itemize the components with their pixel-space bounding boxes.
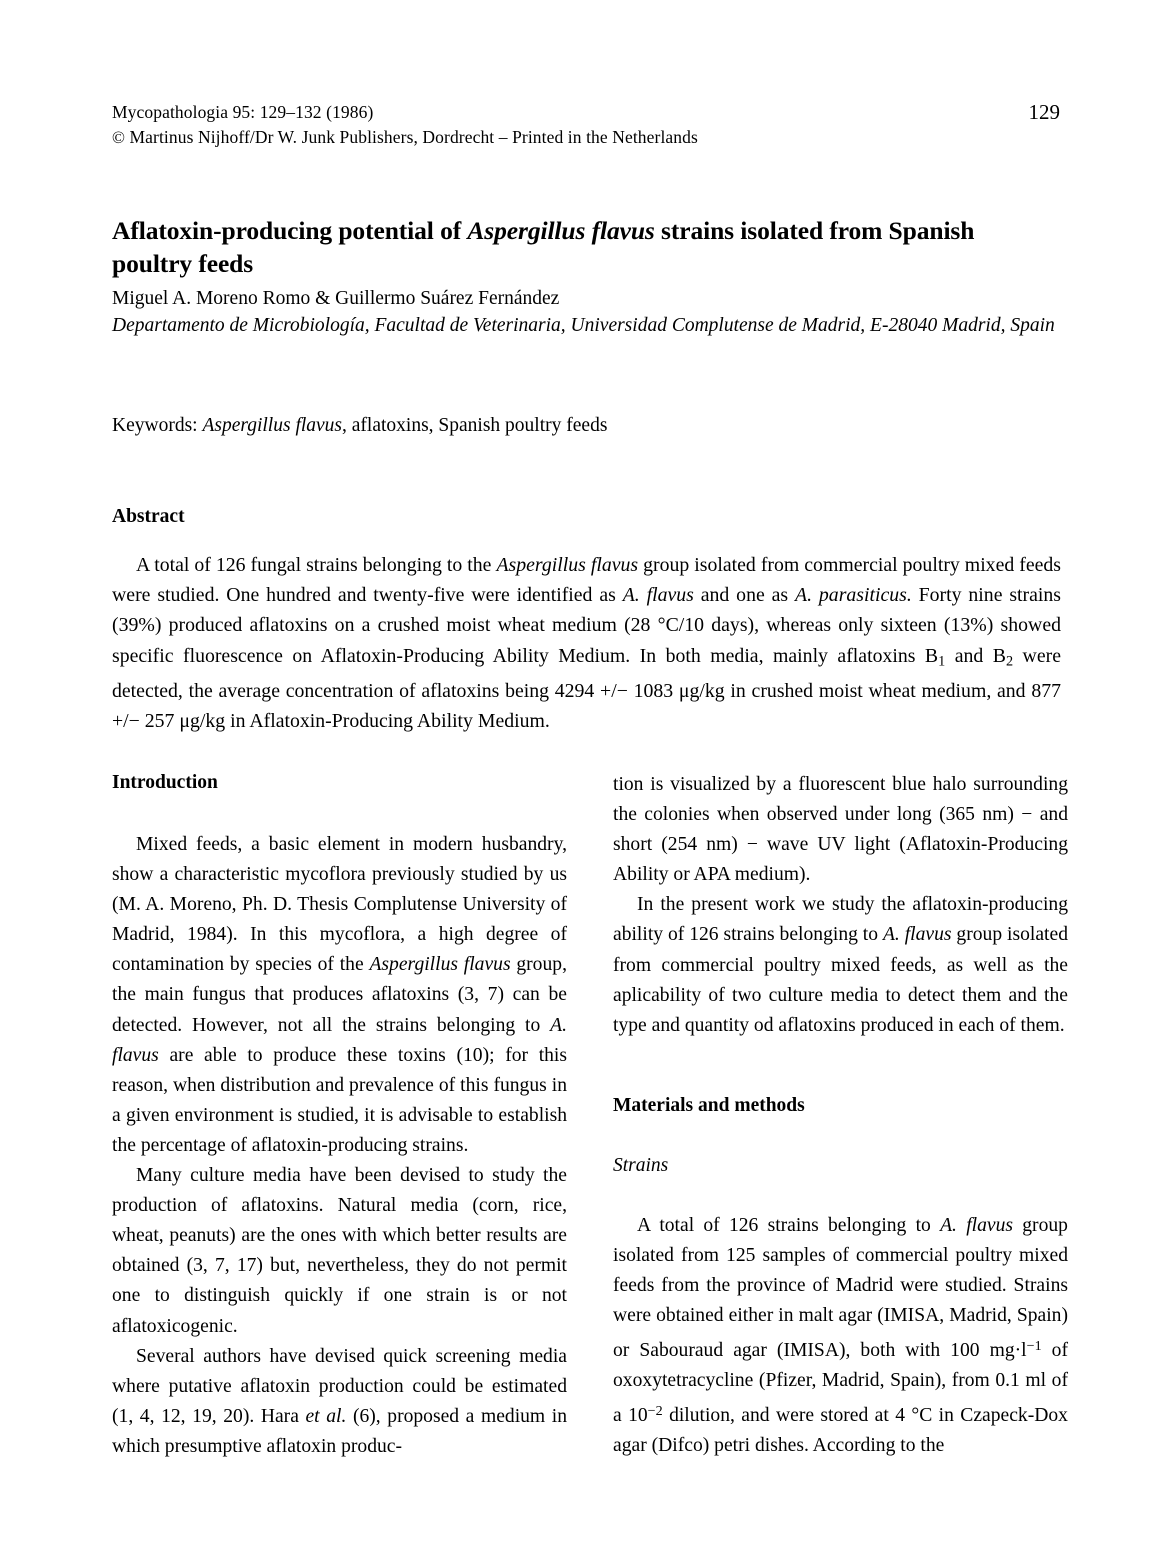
journal-citation-line: Mycopathologia 95: 129–132 (1986) [112,102,374,122]
right-p2-seg-2: group isolated from commercial poultry mixed feeds, as well as the aplicability of two culture media to detect them and the type and quantity od aflatoxins produced in each of them. [613,924,1068,1036]
intro-p1-species-1: Aspergillus flavus [369,954,511,976]
page-number: 129 [1028,100,1060,124]
paragraph-right-2 [613,890,1068,1040]
paragraph-strains-1 [613,1211,1068,1462]
right-p2-seg-1: In the present work we study the aflatoxin-producing ability of 126 strains belonging to [613,894,1068,946]
abstract-seg-2: group isolated from commercial poultry mixed feeds were studied. One hundred and twenty-five were identified as [112,554,1061,607]
title-part-1: Aflatoxin-producing potential of [112,216,468,246]
intro-p3-seg-1: Several authors have devised quick screening media where putative aflatoxin production could be estimated (1, 4, 12, 19, 20). Hara [112,1345,567,1427]
abstract-seg-3: and one as [693,584,795,607]
abstract-seg-6: were detected, the average concentration of aflatoxins being 4294 +/− 1083 μg/kg in crushed moist wheat medium, and 877 +/− 257 μg/kg in Aflatoxin-Producing Ability Medium. [112,644,1061,733]
intro-p3-seg-2: (6), proposed a medium in which presumptive aflatoxin produc- [112,1405,567,1457]
subsection-heading-strains: Strains [613,1154,669,1176]
keywords-label: Keywords: [112,415,203,436]
right-p2-species-1: A. flavus [882,924,952,946]
right-column [613,770,1068,1461]
article-title [112,214,1012,280]
copyright-text: Martinus Nijhoff/Dr W. Junk Publishers, Dordrecht – Printed in the Netherlands [125,127,698,147]
abstract-text [112,550,1061,736]
abstract-seg-1: A total of 126 fungal strains belonging to the [136,554,497,576]
keywords-line [112,412,1042,439]
intro-p1-seg-1: Mixed feeds, a basic element in modern husbandry, show a characteristic mycoflora previously studied by us (M. A. Moreno, Ph. D. Thesis Complutense University of Madrid, 1984). In this mycoflora, a high degree of contamination by species of the [112,834,567,976]
strains-seg-3: of oxoxytetracycline (Pfizer, Madrid, Spain), from 0.1 ml of a 10 [613,1340,1068,1427]
paragraph-intro-3 [112,1342,567,1462]
paragraph-intro-1 [112,830,567,1161]
aflatoxin-b2-subscript: 2 [1005,652,1014,669]
paragraph-right-1: tion is visualized by a fluorescent blue halo surrounding the colonies when observed under long (365 nm) − and short (254 nm) − wave UV light (Aflatoxin-Producing Ability or APA medium). [613,774,1068,886]
section-heading-introduction: Introduction [112,772,218,793]
strains-seg-2: group isolated from 125 samples of commercial poultry mixed feeds from the province of Madrid were studied. Strains were obtained either in malt agar (IMISA, Madrid, Spain) or Sabouraud agar (IMISA), both with 100 mg·l [613,1214,1068,1362]
title-part-2: strains isolated from Spanish poultry feeds [112,216,975,279]
section-heading-materials-and-methods: Materials and methods [613,1094,805,1116]
strains-species-1: A. flavus [940,1214,1014,1236]
keywords-rest: , aflatoxins, Spanish poultry feeds [342,415,608,436]
copyright-line [112,125,1060,150]
abstract-heading: Abstract [112,506,185,527]
strains-seg-1: A total of 126 strains belonging to [637,1214,941,1236]
abstract-species-1: Aspergillus flavus [496,554,639,576]
abstract-species-2: A. flavus [622,584,694,607]
abstract-seg-4: Forty nine strains (39%) produced aflatoxins on a crushed moist wheat medium (28 °C/10 days), whereas only sixteen (13%) showed specific fluorescence on Aflatoxin-Producing Ability Medium. In both media, mainly aflatoxins B [112,584,1061,667]
paragraph-intro-2: Many culture media have been devised to study the production of aflatoxins. Natural media (corn, rice, wheat, peanuts) are the ones with which better results are obtained (3, 7, 17) but, nevertheless, they do not permit one to distinguish quickly if one strain is or not aflatoxicogenic. [112,1165,567,1337]
strains-seg-4: dilution, and were stored at 4 °C in Czapeck-Dox agar (Difco) petri dishes. According to the [613,1405,1068,1457]
concentration-exponent: −1 [1026,1338,1042,1355]
intro-p1-species-2: A. flavus [112,1014,567,1066]
intro-p1-seg-3: are able to produce these toxins (10); for this reason, when distribution and prevalence of this fungus in a given environment is studied, it is advisable to establish the percentage of aflatoxin-producing strains. [112,1044,567,1156]
aflatoxin-b1-subscript: 1 [938,652,946,669]
copyright-icon: © [112,128,126,147]
left-column [112,770,567,1462]
abstract-species-3: A. parasiticus. [795,584,912,607]
intro-p3-etal: et al. [305,1405,347,1427]
keywords-species-name: Aspergillus flavus [202,415,343,436]
author-affiliation: Departamento de Microbiología, Facultad de Veterinaria, Universidad Complutense de Madrid, E-28040 Madrid, Spain [112,315,1055,336]
author-list: Miguel A. Moreno Romo & Guillermo Suárez Fernández [112,288,560,309]
abstract-seg-5: and B [945,644,1006,667]
intro-p1-seg-2: group, the main fungus that produces aflatoxins (3, 7) can be detected. However, not all the strains belonging to [112,954,567,1036]
running-head [112,100,1060,150]
title-species-name: Aspergillus flavus [467,216,655,246]
dilution-exponent: −2 [647,1403,663,1420]
